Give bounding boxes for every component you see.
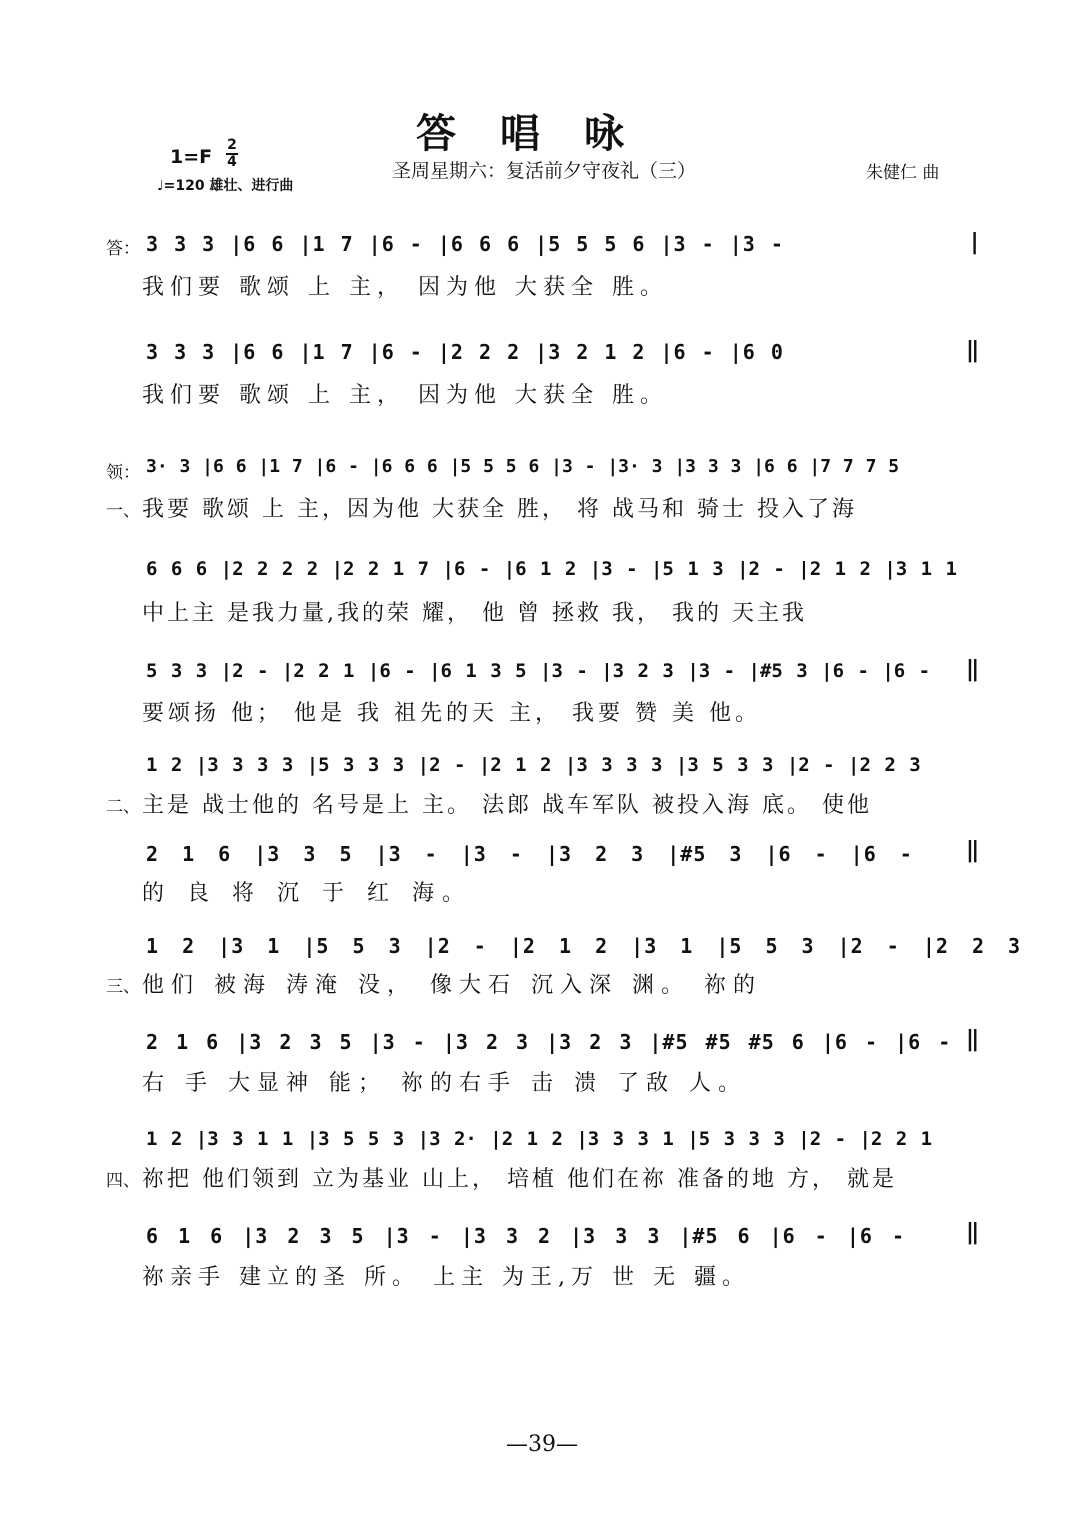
time-signature [226, 138, 238, 170]
refrain-lyrics-2: 我们要 歌颂 上 主， 因为他 大获全 胜。 [142, 383, 668, 408]
verse2-notes-2: 2 1 6 |3 3 5 |3 - |3 - |3 2 3 |#5 3 |6 - |6 - [146, 842, 913, 866]
verse1-lyrics-1: 我要 歌颂 上 主，因为他 大获全 胜， 将 战马和 骑士 投入了海 [142, 497, 857, 522]
page-number: —39— [506, 1432, 578, 1457]
key-signature: 1=F [170, 146, 213, 168]
tempo-marking: ♩=120 雄壮、进行曲 [157, 178, 294, 194]
final-barline: ‖ [966, 1027, 980, 1052]
final-barline: ‖ [966, 338, 980, 363]
verse1-number: 一、 [106, 501, 140, 521]
verse4-notes-1: 1 2 |3 3 1 1 |3 5 5 3 |3 2· |2 1 2 |3 3 3 1 |5 3 3 3 |2 - |2 2 1 [146, 1128, 933, 1150]
final-barline: ‖ [966, 838, 980, 863]
verse4-notes-2: 6 1 6 |3 2 3 5 |3 - |3 3 2 |3 3 3 |#5 6 |6 - |6 - [146, 1224, 906, 1248]
verse3-notes-1: 1 2 |3 1 |5 5 3 |2 - |2 1 2 |3 1 |5 5 3 |2 - |2 2 3 [146, 934, 1022, 958]
verse4-lyrics-1: 祢把 他们领到 立为基业 山上， 培植 他们在祢 准备的地 方， 就是 [142, 1167, 897, 1192]
page-subtitle: 圣周星期六：复活前夕守夜礼（三） [392, 160, 697, 182]
verse2-lyrics-1: 主是 战士他的 名号是上 主。 法郎 战车军队 被投入海 底。 使他 [142, 793, 872, 818]
verse3-lyrics-2: 右 手 大显神 能； 祢的右手 击 溃 了敌 人。 [142, 1071, 747, 1096]
verse4-number: 四、 [106, 1171, 140, 1191]
verse1-lyrics-3: 要颂扬 他； 他是 我 祖先的天 主， 我要 赞 美 他。 [142, 701, 761, 726]
refrain-label: 答： [106, 239, 140, 259]
final-barline: ‖ [966, 657, 980, 682]
verse4-lyrics-2: 祢亲手 建立的圣 所。 上主 为王,万 世 无 疆。 [142, 1265, 750, 1290]
final-barline: ‖ [966, 1220, 980, 1245]
refrain-notes-1: 3 3 3 |6 6 |1 7 |6 - |6 6 6 |5 5 5 6 |3 - |3 - [146, 232, 784, 256]
time-signature-top: 2 [227, 137, 237, 153]
refrain-notes-2: 3 3 3 |6 6 |1 7 |6 - |2 2 2 |3 2 1 2 |6 - |6 0 [146, 340, 784, 364]
verse1-notes-3: 5 3 3 |2 - |2 2 1 |6 - |6 1 3 5 |3 - |3 2 3 |3 - |#5 3 |6 - |6 - [146, 660, 931, 682]
refrain-lyrics-1: 我们要 歌颂 上 主， 因为他 大获全 胜。 [142, 275, 668, 300]
verse3-number: 三、 [106, 977, 140, 997]
verse1-notes-1: 3· 3 |6 6 |1 7 |6 - |6 6 6 |5 5 5 6 |3 - |3· 3 |3 3 3 |6 6 |7 7 7 5 [146, 456, 900, 477]
verse-leader-label: 领： [106, 463, 140, 483]
verse3-notes-2: 2 1 6 |3 2 3 5 |3 - |3 2 3 |3 2 3 |#5 #5 #5 6 |6 - |6 - [146, 1030, 952, 1054]
verse3-lyrics-1: 他们 被海 涛淹 没， 像大石 沉入深 渊。 祢的 [142, 973, 762, 998]
verse1-notes-2: 6 6 6 |2 2 2 2 |2 2 1 7 |6 - |6 1 2 |3 - |5 1 3 |2 - |2 1 2 |3 1 1 [146, 558, 957, 580]
verse2-notes-1: 1 2 |3 3 3 3 |5 3 3 3 |2 - |2 1 2 |3 3 3 3 |3 5 3 3 |2 - |2 2 3 [146, 754, 921, 776]
verse1-lyrics-2: 中上主 是我力量,我的荣 耀， 他 曾 拯救 我， 我的 天主我 [142, 601, 807, 626]
time-signature-bottom: 4 [227, 154, 237, 170]
verse2-lyrics-2: 的 良 将 沉 于 红 海。 [142, 881, 472, 906]
verse2-number: 二、 [106, 797, 140, 817]
barline: | [968, 230, 982, 255]
page-title: 答唱咏 [416, 110, 668, 157]
composer-credit: 朱健仁 曲 [866, 163, 940, 183]
